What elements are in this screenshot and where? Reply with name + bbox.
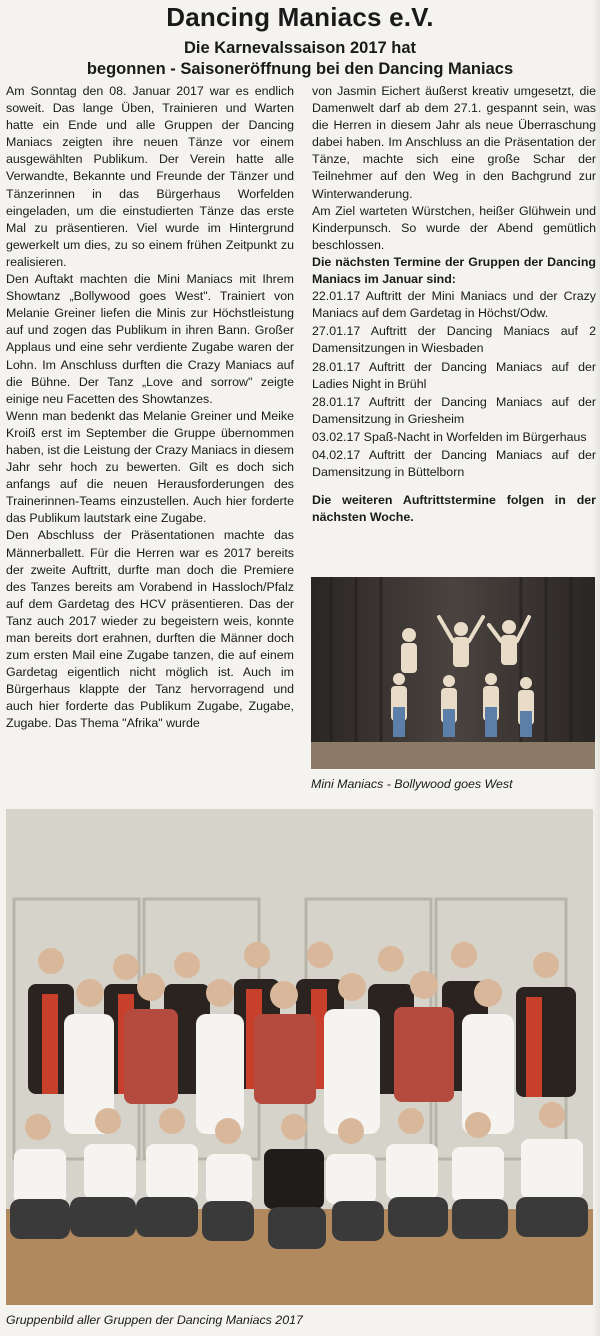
photo-mini-maniacs: [311, 577, 595, 769]
termine-item: 04.02.17 Auftritt der Dancing Maniacs auf der Damensitzung in Büttelborn: [312, 447, 596, 480]
photo-group: [6, 809, 593, 1305]
headline-line-2: begonnen - Saisoneröffnung bei den Dancing Maniacs: [86, 60, 514, 78]
paragraph: Am Sonntag den 08. Januar 2017 war es endlich soweit. Das lange Üben, Trainieren und Warten hatte ein Ende und alle Gruppen der Dancing Maniacs zeigten ihre neuen Tänze vor einem ausgewählten Publikum. Der Verein hatte alle Verwandte, Bekannte und Freunde der Tänzer und Tänzerinnen in das Bürgerhaus Worfelden eingeladen, um die einstudierten Tänze das erste Mal zu präsentieren. Viel wurde im Hintergrund gewerkelt um dies, zu so einem frühen Zeitpunkt zu realisieren.: [6, 84, 294, 269]
termine-item: 27.01.17 Auftritt der Dancing Maniacs auf 2 Damensitzungen in Wiesbaden: [312, 324, 596, 356]
paragraph: von Jasmin Eichert äußerst kreativ umgesetzt, die Damenwelt darf ab dem 27.1. gespannt sein, was die Herren in diesem Jahr als neue Überraschung dabei haben. Im Anschluss an die Präsentation der Tänze, machte sich eine große Schar der Teilnehmer auf den Weg in den Bachgrund zur Winterwanderung.: [312, 84, 596, 201]
photo-group-caption: Gruppenbild aller Gruppen der Dancing Maniacs 2017: [6, 1313, 303, 1327]
paragraph: Wenn man bedenkt das Melanie Greiner und Meike Kroiß erst im September die Gruppe übernommen haben, ist die Leistung der Crazy Maniacs in diesem Jahr sehr hoch zu bewerten. Gilt es doch sich anfangs auf die neuen Herausforderungen des Trainerinnen-Teams einzustellen. Auch hier forderte das Publikum lautstark eine Zugabe.: [6, 408, 294, 526]
article-headline: [6, 38, 594, 80]
stage-photo-illustration: [311, 577, 595, 769]
right-column: [312, 83, 596, 526]
group-photo-illustration: [6, 809, 593, 1305]
paragraph: Den Abschluss der Präsentationen machte das Männerballett. Für die Herren war es 2017 bereits der zweite Auftritt, durfte man doch die Premiere des Tanzes bereits am Vorabend in Hassloch/Pfalz auf dem Gardetag des HCV präsentieren. Das der Tanz auch 2017 wieder zu begeistern weis, konnte man bereits dort erahnen, durften die Männer doch zum ersten Mail eine Zugabe tanzen, die auf einem Gardetag eigentlich nicht möglich ist. Auch im Bürgerhaus klappte der Tanz hervorragend und auch hier forderte das Publikum Zugabe, Zugabe, Zugabe. Das Thema "Afrika" wurde: [6, 528, 294, 731]
left-column: [6, 83, 294, 733]
termine-item: 22.01.17 Auftritt der Mini Maniacs und der Crazy Maniacs auf dem Gardetag in Höchst/Odw.: [312, 289, 596, 321]
closing-note: Die weiteren Auftrittstermine folgen in der nächsten Woche.: [312, 493, 596, 525]
paragraph: Am Ziel warteten Würstchen, heißer Glühwein und Kinderpunsch. So wurde der Abend gemütlich beschlossen.: [312, 203, 596, 252]
photo-mini-maniacs-caption: Mini Maniacs - Bollywood goes West: [311, 777, 513, 791]
termine-item: 03.02.17 Spaß-Nacht in Worfelden im Bürgerhaus: [312, 429, 587, 444]
termine-item: 28.01.17 Auftritt der Dancing Maniacs auf der Ladies Night in Brühl: [312, 359, 596, 391]
paragraph: Den Auftakt machten die Mini Maniacs mit Ihrem Showtanz „Bollywood goes West". Trainiert von Melanie Greiner liefen die Minis zur Höchstleistung auf und zogen das Publikum in ihren Bann. Großer Applaus und eine sehr verdiente Zugabe waren der Lohn. Im Anschluss durften die Crazy Maniacs auf die Bühne. Der Tanz „Love and sorrow" zeigte einige neu Facetten des Showtanzes.: [6, 272, 294, 406]
termine-item: 28.01.17 Auftritt der Dancing Maniacs auf der Damensitzung in Griesheim: [312, 394, 596, 426]
termine-heading: Die nächsten Termine der Gruppen der Dancing Maniacs im Januar sind:: [312, 254, 596, 287]
termine-list: [312, 288, 596, 481]
article-title: Dancing Maniacs e.V.: [166, 2, 434, 32]
headline-line-1: Die Karnevalssaison 2017 hat: [183, 39, 417, 57]
